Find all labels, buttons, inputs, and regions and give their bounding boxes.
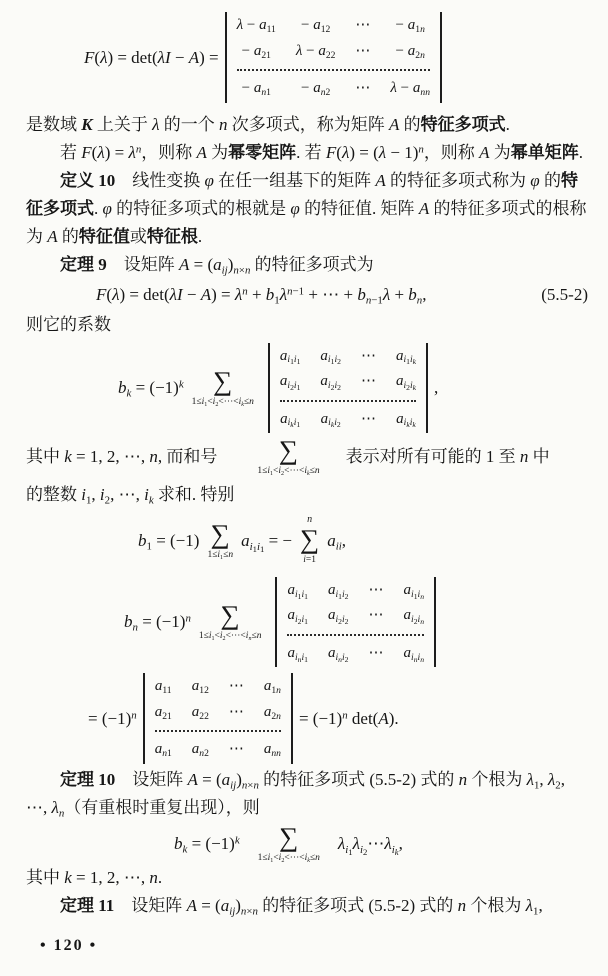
matrix-entry: $a_{i_ki_2}$ — [320, 410, 341, 430]
matrix-entry: $a_{21}$ — [154, 703, 172, 722]
matrix-entry: ⋯ — [360, 373, 376, 389]
formula-theorem-10 — [174, 821, 588, 864]
para-theorem-11: 定理 11 设矩阵 $A = (a_{ij})_{n\times n}$ 的特征多项式 (5.5-2) 式的 n 个根为 $\lambda_1$, — [60, 896, 543, 918]
matrix-entry: $a_{i_ni_1}$ — [287, 644, 308, 664]
matrix-entry: ⋯ — [360, 410, 376, 427]
para-theorem-10: 定理 10 设矩阵 $A = (a_{ij})_{n\times n}$ 的特征多项式 (5.5-2) 式的 n 个根为 $\lambda_1$, $\lambda_2$, ⋯, $\lambda_n$（有重根时重复出现），则 — [26, 769, 565, 820]
matrix-entry: $a_{i_ni_2}$ — [327, 644, 349, 664]
sigma-icon: ∑ — [220, 599, 240, 630]
matrix-entry: $a_{2n}$ — [263, 703, 281, 722]
formula-mid: $a_{i_1i_1}$ = − — [241, 531, 292, 554]
para-k-range: 其中 k = 1, 2, ⋯, n. — [26, 868, 163, 888]
sigma-icon: ∑ — [278, 435, 299, 465]
formula-lhs: $b_k = (-1)^k$ — [174, 834, 240, 856]
matrix-entry: ⋯ — [355, 80, 371, 96]
sum-limits: $1\le i_1\le n$ — [207, 549, 234, 561]
matrix-entry: ⋯ — [368, 607, 384, 624]
para-field-k: 是数域 K 上关于 λ 的一个 n 次多项式，称为矩阵 A 的特征多项式. — [26, 114, 510, 134]
formula-lhs: $b_k = (-1)^k$ — [118, 378, 184, 400]
matrix-entry: $a_{nn}$ — [263, 741, 281, 760]
formula-b1 — [138, 515, 588, 566]
summation — [198, 599, 262, 642]
formula-lhs: F(λ) = det(λI − A) = — [84, 47, 219, 67]
matrix-entry: − $a_{2n}$ — [395, 42, 425, 61]
summation — [191, 365, 254, 408]
para-theorem-9: 定理 9 设矩阵 $A = (a_{ij})_{n\times n}$ 的特征多项式为 — [60, 254, 374, 276]
matrix-entry: $a_{i_2i_k}$ — [395, 373, 417, 392]
sigma-icon: ∑ — [210, 518, 230, 549]
formula-rhs: $\lambda_{i_1}\lambda_{i_2}\cdots\lambda_{i_k}$, — [337, 834, 403, 857]
formula-post: = $(-1)^n$ det(A). — [298, 708, 399, 728]
determinant — [143, 673, 293, 764]
matrix-entry: $a_{i_2i_1}$ — [279, 373, 301, 392]
matrix-entry: ⋯ — [360, 347, 376, 364]
determinant — [268, 343, 428, 434]
matrix-entry: − $a_{n2}$ — [300, 80, 331, 98]
formula-trail: $a_{ii}$, — [327, 531, 347, 553]
matrix-entry: $a_{i_2i_2}$ — [327, 607, 349, 627]
determinant — [275, 577, 436, 668]
matrix-entry: $a_{i_1i_1}$ — [287, 581, 308, 601]
matrix-entry: $a_{i_2i_2}$ — [320, 373, 341, 392]
summation — [207, 518, 234, 561]
sum-limits: $1\le i_1<i_2<\cdots<i_n\le n$ — [198, 630, 262, 642]
sigma-icon: ∑ — [300, 524, 320, 555]
sum-explain-pre: 其中 k = 1, 2, ⋯, n, 而和号 — [26, 447, 218, 467]
matrix-entry: $a_{n2}$ — [191, 741, 209, 760]
summation — [257, 437, 319, 477]
eq-5-5-2-tag: (5.5-2) — [541, 284, 588, 304]
matrix-entry: $a_{i_ki_k}$ — [396, 410, 416, 430]
formula-lhs: $b_n = (-1)^n$ — [124, 612, 191, 634]
matrix-entry: $a_{i_1i_2}$ — [320, 347, 341, 367]
matrix-entry: $a_{i_ni_n}$ — [403, 644, 425, 664]
matrix-entry: $a_{1n}$ — [263, 678, 281, 697]
para-definition-10: 定义 10 线性变换 φ 在任一组基下的矩阵 A 的特征多项式称为 φ 的特征多项式. φ 的特征多项式的根就是 φ 的特征值. 矩阵 A 的特征多项式的根称为 A 的特征值或特征根. — [26, 170, 587, 246]
matrix-entry: $a_{i_1i_n}$ — [403, 581, 425, 601]
eq-5-5-2 — [26, 281, 588, 309]
formula-trail: , — [434, 378, 439, 398]
matrix-entry: $a_{11}$ — [154, 678, 172, 697]
matrix-entry: $a_{i_ki_1}$ — [280, 410, 301, 430]
formula-bn — [124, 577, 588, 668]
matrix-entry: $\lambda - a_{22}$ — [295, 42, 336, 61]
sum-limits: $1\le i_1<i_2<\cdots<i_k\le n$ — [191, 396, 254, 408]
sum-lower-limit: i=1 — [303, 555, 316, 566]
matrix-entry: ⋯ — [355, 17, 371, 33]
matrix-entry: − $a_{n1}$ — [241, 80, 271, 98]
matrix-entry: $\lambda - a_{11}$ — [236, 17, 276, 35]
formula-bk — [118, 343, 588, 434]
matrix-entry: $a_{i_1i_k}$ — [395, 347, 417, 367]
matrix-entry: $a_{n1}$ — [154, 741, 172, 760]
determinant-dots-row — [280, 400, 416, 402]
sum-limits: $1\le i_1<i_2<\cdots<i_k\le n$ — [257, 466, 320, 477]
matrix-entry: $a_{i_1i_1}$ — [279, 347, 301, 367]
matrix-entry: $a_{i_2i_1}$ — [287, 607, 308, 627]
matrix-entry: ⋯ — [228, 703, 244, 720]
para-sum-explain — [26, 437, 588, 477]
determinant — [225, 12, 442, 103]
para-sum-explain-line2: 的整数 $i_1$, $i_2$, ⋯, $i_k$ 求和. 特别 — [26, 485, 235, 507]
matrix-entry: $a_{12}$ — [191, 678, 209, 697]
matrix-entry: $a_{i_2i_n}$ — [403, 607, 425, 627]
sigma-icon: ∑ — [279, 821, 299, 852]
matrix-entry: $a_{i_1i_2}$ — [327, 581, 349, 601]
page-number: • 120 • — [40, 937, 98, 954]
matrix-entry: $\lambda - a_{nn}$ — [390, 80, 430, 98]
sum-limits: $1\le i_1<i_2<\cdots<i_k\le n$ — [257, 852, 320, 864]
matrix-entry: − $a_{12}$ — [300, 17, 331, 35]
formula-det-a — [88, 673, 588, 764]
para-nilpotent: 若 $F(\lambda) = \lambda^n$，则称 A 为幂零矩阵. 若 $F(\lambda) = (\lambda - 1)^n$，则称 A 为幂单矩阵. — [60, 142, 583, 162]
determinant-dots-row — [287, 634, 424, 636]
para-coefficients: 则它的系数 — [26, 314, 111, 334]
matrix-entry: − $a_{21}$ — [241, 42, 271, 61]
matrix-entry: $a_{22}$ — [191, 703, 209, 722]
determinant-dots-row — [237, 69, 430, 71]
determinant-dots-row — [155, 730, 281, 732]
matrix-entry: ⋯ — [228, 678, 244, 695]
matrix-entry: ⋯ — [368, 644, 384, 661]
sum-explain-post: 表示对所有可能的 1 至 n 中 — [345, 447, 550, 467]
formula-pre: = $(-1)^n$ — [88, 708, 137, 728]
formula-lhs: $b_1 = (-1)$ — [138, 531, 200, 553]
summation — [300, 515, 319, 566]
matrix-entry: ⋯ — [355, 42, 371, 59]
matrix-entry: − $a_{1n}$ — [395, 17, 425, 35]
summation — [257, 821, 320, 864]
sigma-icon: ∑ — [213, 365, 233, 396]
char-poly-determinant-formula — [84, 12, 588, 103]
eq-5-5-2-body: $F(\lambda) = \det(\lambda I - A) = \lambda^n + b_1\lambda^{n-1}$ + ⋯ + $b_{n-1}\lambda + b_n$, — [96, 284, 427, 306]
matrix-entry: ⋯ — [228, 741, 244, 758]
sum-upper-limit: n — [307, 514, 313, 526]
matrix-entry: ⋯ — [368, 581, 384, 598]
